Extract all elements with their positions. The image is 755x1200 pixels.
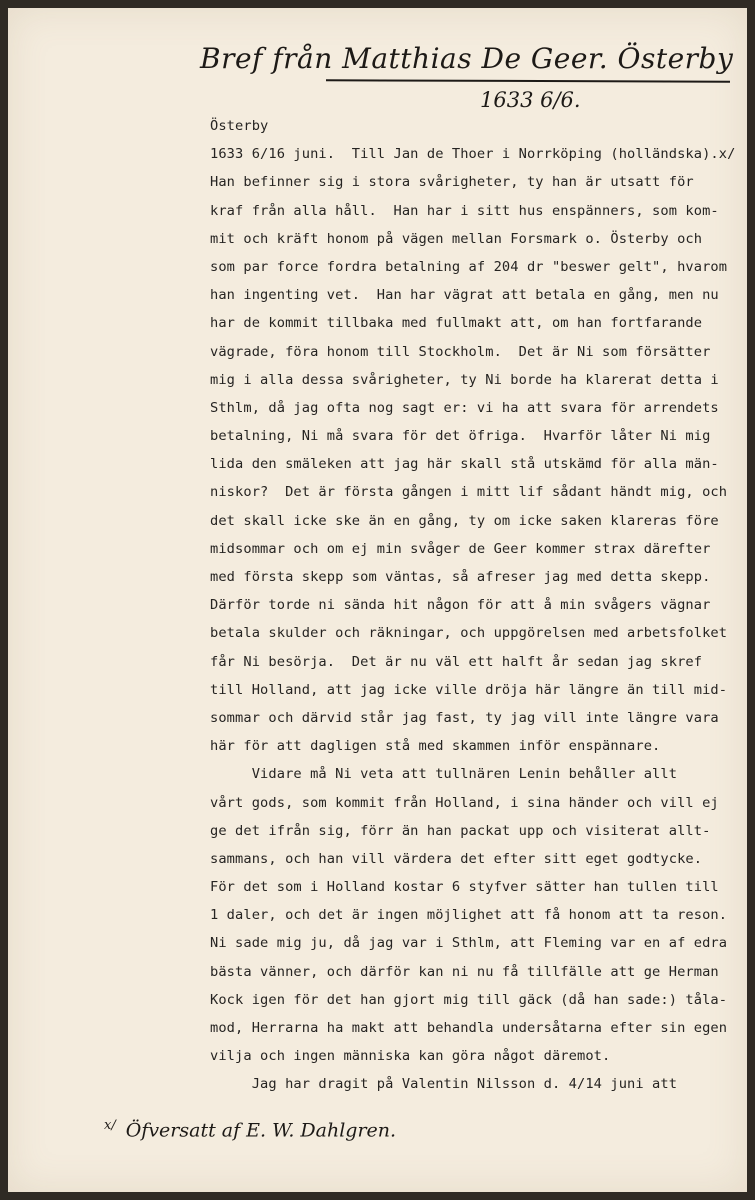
text-line: får Ni besörja. Det är nu väl ett halft år sedan jag skref (210, 653, 703, 670)
text-line: Vidare må Ni veta att tullnären Lenin behåller allt (210, 766, 678, 783)
text-line: mod, Herrarna ha makt att behandla undersåtarna efter sin egen (210, 1020, 728, 1036)
text-line: Österby (210, 118, 269, 134)
text-line: 1 daler, och det är ingen möjlighet att få honom att ta reson. (210, 907, 728, 924)
text-line: bästa vänner, och därför kan ni nu få tillfälle att ge Herman (210, 963, 719, 980)
text-line: vägrade, föra honom till Stockholm. Det är Ni som försätter (210, 343, 711, 360)
text-line: Han befinner sig i stora svårigheter, ty han är utsatt för (210, 174, 694, 191)
text-line: kraf från alla håll. Han har i sitt hus enspänners, som kom- (210, 202, 719, 219)
text-line: Sthlm, då jag ofta nog sagt er: vi ha att svara för arrendets (210, 399, 719, 416)
letter-page (8, 8, 747, 1192)
text-line: lida den smäleken att jag här skall stå utskämd för alla män- (210, 456, 719, 473)
text-line: Kock igen för det han gjort mig till gäck (då han sade:) tåla- (210, 991, 728, 1008)
text-line: ge det ifrån sig, förr än han packat upp och visiterat allt- (210, 822, 711, 839)
handwritten-date: 1633 6/6. (480, 88, 581, 112)
text-line: sommar och därvid står jag fast, ty jag vill inte längre vara (210, 709, 719, 726)
text-line: 1633 6/16 juni. Till Jan de Thoer i Norrköping (holländska).x/ (210, 146, 736, 163)
text-line: midsommar och om ej min svåger de Geer kommer strax därefter (210, 540, 711, 557)
translator-footnote (104, 1118, 396, 1141)
text-line: här för att dagligen stå med skammen inför enspännare. (210, 738, 661, 755)
footnote-text: Öfversatt af E. W. Dahlgren. (125, 1119, 397, 1142)
text-line: sammans, och han vill värdera det efter sitt eget godtycke. (210, 850, 703, 867)
text-line: han ingenting vet. Han har vägrat att betala en gång, men nu (210, 287, 719, 304)
text-line: Därför torde ni sända hit någon för att å min svågers vägnar (210, 597, 711, 614)
text-line: Ni sade mig ju, då jag var i Sthlm, att Fleming var en af edra (210, 935, 728, 952)
text-line: med första skepp som väntas, så afreser jag med detta skepp. (210, 569, 711, 585)
footnote-mark: x/ (104, 1118, 116, 1133)
text-line: betala skulder och räkningar, och uppgörelsen med arbetsfolket (210, 625, 728, 642)
text-line: vårt gods, som kommit från Holland, i sina händer och vill ej (210, 794, 719, 811)
text-line: För det som i Holland kostar 6 styfver sätter han tullen till (210, 879, 719, 896)
handwritten-title: Bref från Matthias De Geer. Österby (200, 42, 734, 75)
text-line: mit och kräft honom på vägen mellan Forsmark o. Österby och (210, 230, 703, 247)
text-line: betalning, Ni må svara för det öfriga. Hvarför låter Ni mig (210, 428, 711, 445)
text-line: vilja och ingen människa kan göra något däremot. (210, 1048, 611, 1065)
typed-letter-body (210, 112, 740, 1099)
text-line: har de kommit tillbaka med fullmakt att, om han fortfarande (210, 315, 703, 332)
text-line: som par force fordra betalning af 204 dr "beswer gelt", hvarom (210, 258, 728, 275)
text-line: niskor? Det är första gången i mitt lif sådant händt mig, och (210, 484, 728, 501)
text-line: mig i alla dessa svårigheter, ty Ni borde ha klarerat detta i (210, 371, 719, 388)
text-line: det skall icke ske än en gång, ty om icke saken klareras före (210, 512, 719, 529)
text-line: Jag har dragit på Valentin Nilsson d. 4/14 juni att (210, 1076, 678, 1093)
title-underline (326, 79, 730, 82)
text-line: till Holland, att jag icke ville dröja här längre än till mid- (210, 681, 728, 698)
